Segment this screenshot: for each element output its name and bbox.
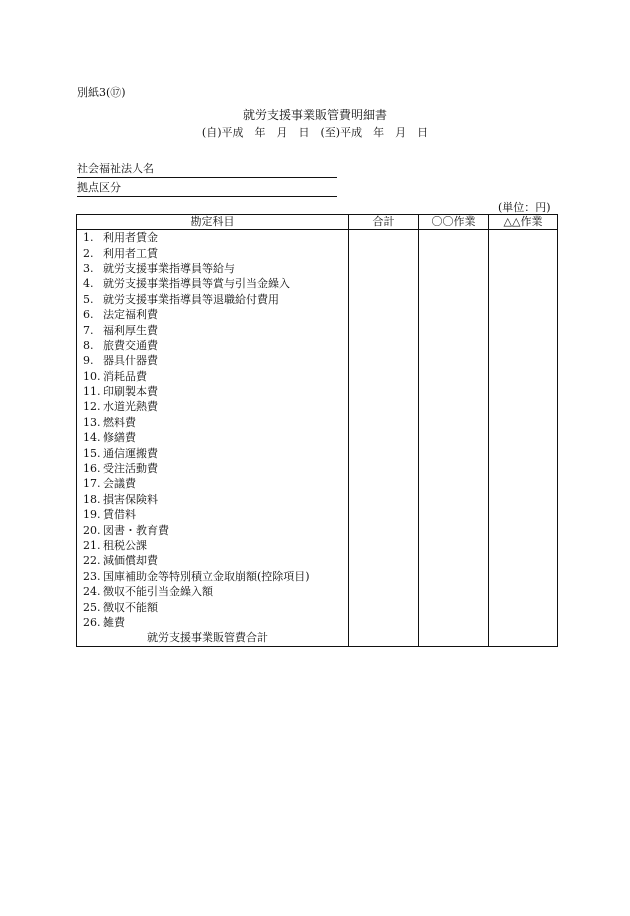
row-number: 21.: [83, 539, 101, 552]
total-value-cell[interactable]: [349, 369, 419, 384]
account-label: 福利厚生費: [103, 323, 158, 337]
work-b-value-cell[interactable]: [489, 430, 558, 445]
account-label: 減価償却費: [103, 554, 158, 568]
account-cell: [77, 461, 349, 476]
corporation-name-label: 社会福祉法人名: [77, 162, 154, 175]
account-cell: [77, 245, 349, 260]
work-b-value-cell[interactable]: [489, 461, 558, 476]
work-a-value-cell[interactable]: [419, 430, 489, 445]
work-a-value-cell[interactable]: [419, 338, 489, 353]
account-label: 就労支援事業指導員等賞与引当金繰入: [103, 277, 290, 291]
work-b-value-cell[interactable]: [489, 338, 558, 353]
table-row: [77, 292, 558, 307]
table-row: [77, 584, 558, 599]
table-row: [77, 322, 558, 337]
account-cell: [77, 569, 349, 584]
work-b-value-cell[interactable]: [489, 307, 558, 322]
row-number: 16.: [83, 462, 101, 476]
work-a-value-cell[interactable]: [419, 322, 489, 337]
account-cell: [77, 261, 349, 276]
row-number: 4.: [83, 277, 94, 291]
account-label: 雑費: [103, 615, 125, 629]
account-cell: [77, 415, 349, 430]
total-value-cell[interactable]: [349, 261, 419, 276]
work-a-value-cell[interactable]: [419, 276, 489, 291]
account-label: 通信運搬費: [103, 446, 158, 460]
total-value-cell[interactable]: [349, 445, 419, 460]
work-b-value-cell[interactable]: [489, 553, 558, 568]
work-a-value-cell[interactable]: [419, 553, 489, 568]
table-row: [77, 461, 558, 476]
account-label: 受注活動費: [103, 462, 158, 476]
work-a-value-cell[interactable]: [419, 261, 489, 276]
unit-label: (単位：円): [498, 201, 551, 214]
total-value-cell[interactable]: [349, 230, 419, 246]
account-cell: [77, 599, 349, 614]
work-b-value-cell[interactable]: [489, 476, 558, 491]
work-a-value-cell[interactable]: [419, 461, 489, 476]
column-header-total: 合計: [349, 215, 419, 230]
work-a-value-cell[interactable]: [419, 507, 489, 522]
work-b-value-cell[interactable]: [489, 445, 558, 460]
total-value-cell[interactable]: [349, 322, 419, 337]
work-a-value-cell[interactable]: [419, 415, 489, 430]
row-number: 7.: [83, 323, 94, 337]
table-row: [77, 353, 558, 368]
account-label: 徴収不能額: [103, 600, 158, 614]
total-value-cell[interactable]: [349, 492, 419, 507]
work-a-value-cell[interactable]: [419, 476, 489, 491]
account-label: 法定福利費: [103, 308, 158, 322]
table-row: [77, 522, 558, 537]
account-cell: [77, 338, 349, 353]
work-a-value-cell[interactable]: [419, 230, 489, 246]
account-cell: [77, 522, 349, 537]
total-value-cell[interactable]: [349, 307, 419, 322]
account-label: 国庫補助金等特別積立金取崩額(控除項目): [103, 569, 310, 583]
work-a-value-cell[interactable]: [419, 445, 489, 460]
total-value-cell[interactable]: [349, 292, 419, 307]
row-number: 15.: [83, 446, 101, 460]
row-number: 20.: [83, 523, 101, 537]
work-b-value-cell[interactable]: [489, 261, 558, 276]
table-row: [77, 569, 558, 584]
row-number: 13.: [83, 415, 101, 429]
work-b-total-cell[interactable]: [489, 630, 558, 646]
table-row: [77, 445, 558, 460]
account-label: 図書・教育費: [103, 523, 169, 537]
total-value-cell[interactable]: [349, 476, 419, 491]
account-cell: [77, 322, 349, 337]
row-number: 25.: [83, 600, 101, 614]
row-number: 24.: [83, 585, 101, 599]
account-label: 損害保険料: [103, 492, 158, 506]
work-b-value-cell[interactable]: [489, 538, 558, 553]
account-cell: [77, 584, 349, 599]
work-b-value-cell[interactable]: [489, 230, 558, 246]
work-a-value-cell[interactable]: [419, 369, 489, 384]
work-b-value-cell[interactable]: [489, 322, 558, 337]
account-cell: [77, 399, 349, 414]
account-cell: [77, 353, 349, 368]
work-a-value-cell[interactable]: [419, 538, 489, 553]
row-number: 12.: [83, 400, 101, 414]
table-row: [77, 230, 558, 246]
table-header-row: [77, 215, 558, 230]
total-value-cell[interactable]: [349, 353, 419, 368]
corporation-name-field[interactable]: [77, 160, 337, 178]
work-b-value-cell[interactable]: [489, 415, 558, 430]
work-b-value-cell[interactable]: [489, 584, 558, 599]
account-label: 徴収不能引当金繰入額: [103, 585, 213, 599]
column-header-account: 勘定科目: [77, 215, 349, 230]
row-number: 5.: [83, 292, 94, 306]
account-label: 就労支援事業指導員等給与: [103, 261, 235, 275]
total-value-cell[interactable]: [349, 584, 419, 599]
row-number: 3.: [83, 261, 94, 275]
total-row: [77, 630, 558, 646]
work-b-value-cell[interactable]: [489, 599, 558, 614]
table-row: [77, 599, 558, 614]
account-cell: [77, 615, 349, 630]
table-row: [77, 476, 558, 491]
table-row: [77, 430, 558, 445]
total-value-cell[interactable]: [349, 522, 419, 537]
column-header-work-a: 〇〇作業: [419, 215, 489, 230]
work-a-value-cell[interactable]: [419, 307, 489, 322]
row-number: 8.: [83, 338, 94, 352]
total-value-cell[interactable]: [349, 538, 419, 553]
work-a-value-cell[interactable]: [419, 522, 489, 537]
table-row: [77, 276, 558, 291]
total-value-cell[interactable]: [349, 507, 419, 522]
total-value-cell[interactable]: [349, 384, 419, 399]
work-b-value-cell[interactable]: [489, 276, 558, 291]
account-cell: [77, 553, 349, 568]
work-a-value-cell[interactable]: [419, 615, 489, 630]
account-cell: [77, 292, 349, 307]
table-row: [77, 507, 558, 522]
work-a-value-cell[interactable]: [419, 245, 489, 260]
work-b-value-cell[interactable]: [489, 615, 558, 630]
row-number: 18.: [83, 492, 101, 506]
total-value-cell[interactable]: [349, 599, 419, 614]
account-label: 消耗品費: [103, 369, 147, 383]
total-value-cell[interactable]: [349, 553, 419, 568]
account-cell: [77, 307, 349, 322]
row-number: 14.: [83, 431, 101, 445]
work-a-value-cell[interactable]: [419, 292, 489, 307]
row-number: 23.: [83, 569, 101, 583]
work-a-value-cell[interactable]: [419, 599, 489, 614]
total-value-cell[interactable]: [349, 338, 419, 353]
document-title: 就労支援事業販管費明細書: [242, 108, 387, 122]
account-cell: [77, 507, 349, 522]
work-a-value-cell[interactable]: [419, 353, 489, 368]
form-reference: 別紙3(⑰): [77, 86, 126, 99]
table-row: [77, 538, 558, 553]
work-a-value-cell[interactable]: [419, 384, 489, 399]
row-number: 26.: [83, 615, 101, 629]
total-value-cell[interactable]: [349, 245, 419, 260]
table-row: [77, 492, 558, 507]
work-b-value-cell[interactable]: [489, 507, 558, 522]
work-b-value-cell[interactable]: [489, 569, 558, 584]
row-number: 1.: [83, 231, 94, 245]
table-row: [77, 245, 558, 260]
account-label: 水道光熱費: [103, 400, 158, 414]
total-value-cell[interactable]: [349, 615, 419, 630]
work-b-value-cell[interactable]: [489, 384, 558, 399]
account-label: 賃借料: [103, 508, 136, 522]
total-label: 就労支援事業販管費合計: [77, 630, 349, 646]
row-number: 9.: [83, 354, 94, 368]
total-value-cell[interactable]: [349, 399, 419, 414]
work-b-value-cell[interactable]: [489, 245, 558, 260]
account-cell: [77, 230, 349, 246]
row-number: 22.: [83, 554, 101, 568]
account-label: 租税公課: [103, 539, 147, 552]
total-value-cell[interactable]: [349, 430, 419, 445]
row-number: 10.: [83, 369, 101, 383]
column-header-work-b: △△作業: [489, 215, 558, 230]
account-cell: [77, 492, 349, 507]
fiscal-period: (自)平成 年 月 日 (至)平成 年 月 日: [201, 126, 429, 139]
table-row: [77, 615, 558, 630]
account-cell: [77, 476, 349, 491]
expense-detail-table: [76, 214, 558, 647]
account-cell: [77, 276, 349, 291]
location-division-field[interactable]: [77, 179, 337, 197]
row-number: 17.: [83, 477, 101, 491]
work-a-value-cell[interactable]: [419, 399, 489, 414]
total-value-cell[interactable]: [349, 569, 419, 584]
account-cell: [77, 445, 349, 460]
total-value-cell[interactable]: [349, 461, 419, 476]
table-row: [77, 261, 558, 276]
account-label: 利用者工賃: [103, 246, 158, 260]
table-row: [77, 415, 558, 430]
account-label: 修繕費: [103, 431, 136, 445]
account-label: 器具什器費: [103, 354, 158, 368]
work-b-value-cell[interactable]: [489, 369, 558, 384]
account-cell: [77, 369, 349, 384]
table-row: [77, 369, 558, 384]
row-number: 19.: [83, 508, 101, 522]
account-label: 燃料費: [103, 415, 136, 429]
grand-total-cell[interactable]: [349, 630, 419, 646]
account-label: 印刷製本費: [103, 385, 158, 399]
account-label: 利用者賃金: [103, 231, 158, 245]
work-b-value-cell[interactable]: [489, 399, 558, 414]
table-row: [77, 399, 558, 414]
work-b-value-cell[interactable]: [489, 353, 558, 368]
table-row: [77, 338, 558, 353]
table-row: [77, 307, 558, 322]
work-a-value-cell[interactable]: [419, 569, 489, 584]
work-b-value-cell[interactable]: [489, 292, 558, 307]
account-label: 旅費交通費: [103, 338, 158, 352]
work-b-value-cell[interactable]: [489, 492, 558, 507]
table-row: [77, 384, 558, 399]
location-division-label: 拠点区分: [77, 181, 121, 194]
work-b-value-cell[interactable]: [489, 522, 558, 537]
row-number: 2.: [83, 246, 94, 260]
total-value-cell[interactable]: [349, 276, 419, 291]
account-label: 就労支援事業指導員等退職給付費用: [103, 292, 279, 306]
row-number: 6.: [83, 308, 94, 322]
row-number: 11.: [83, 385, 101, 399]
work-a-value-cell[interactable]: [419, 492, 489, 507]
account-label: 会議費: [103, 477, 136, 491]
total-value-cell[interactable]: [349, 415, 419, 430]
table-row: [77, 553, 558, 568]
account-cell: [77, 384, 349, 399]
account-cell: [77, 430, 349, 445]
account-cell: [77, 538, 349, 553]
work-a-total-cell[interactable]: [419, 630, 489, 646]
work-a-value-cell[interactable]: [419, 584, 489, 599]
